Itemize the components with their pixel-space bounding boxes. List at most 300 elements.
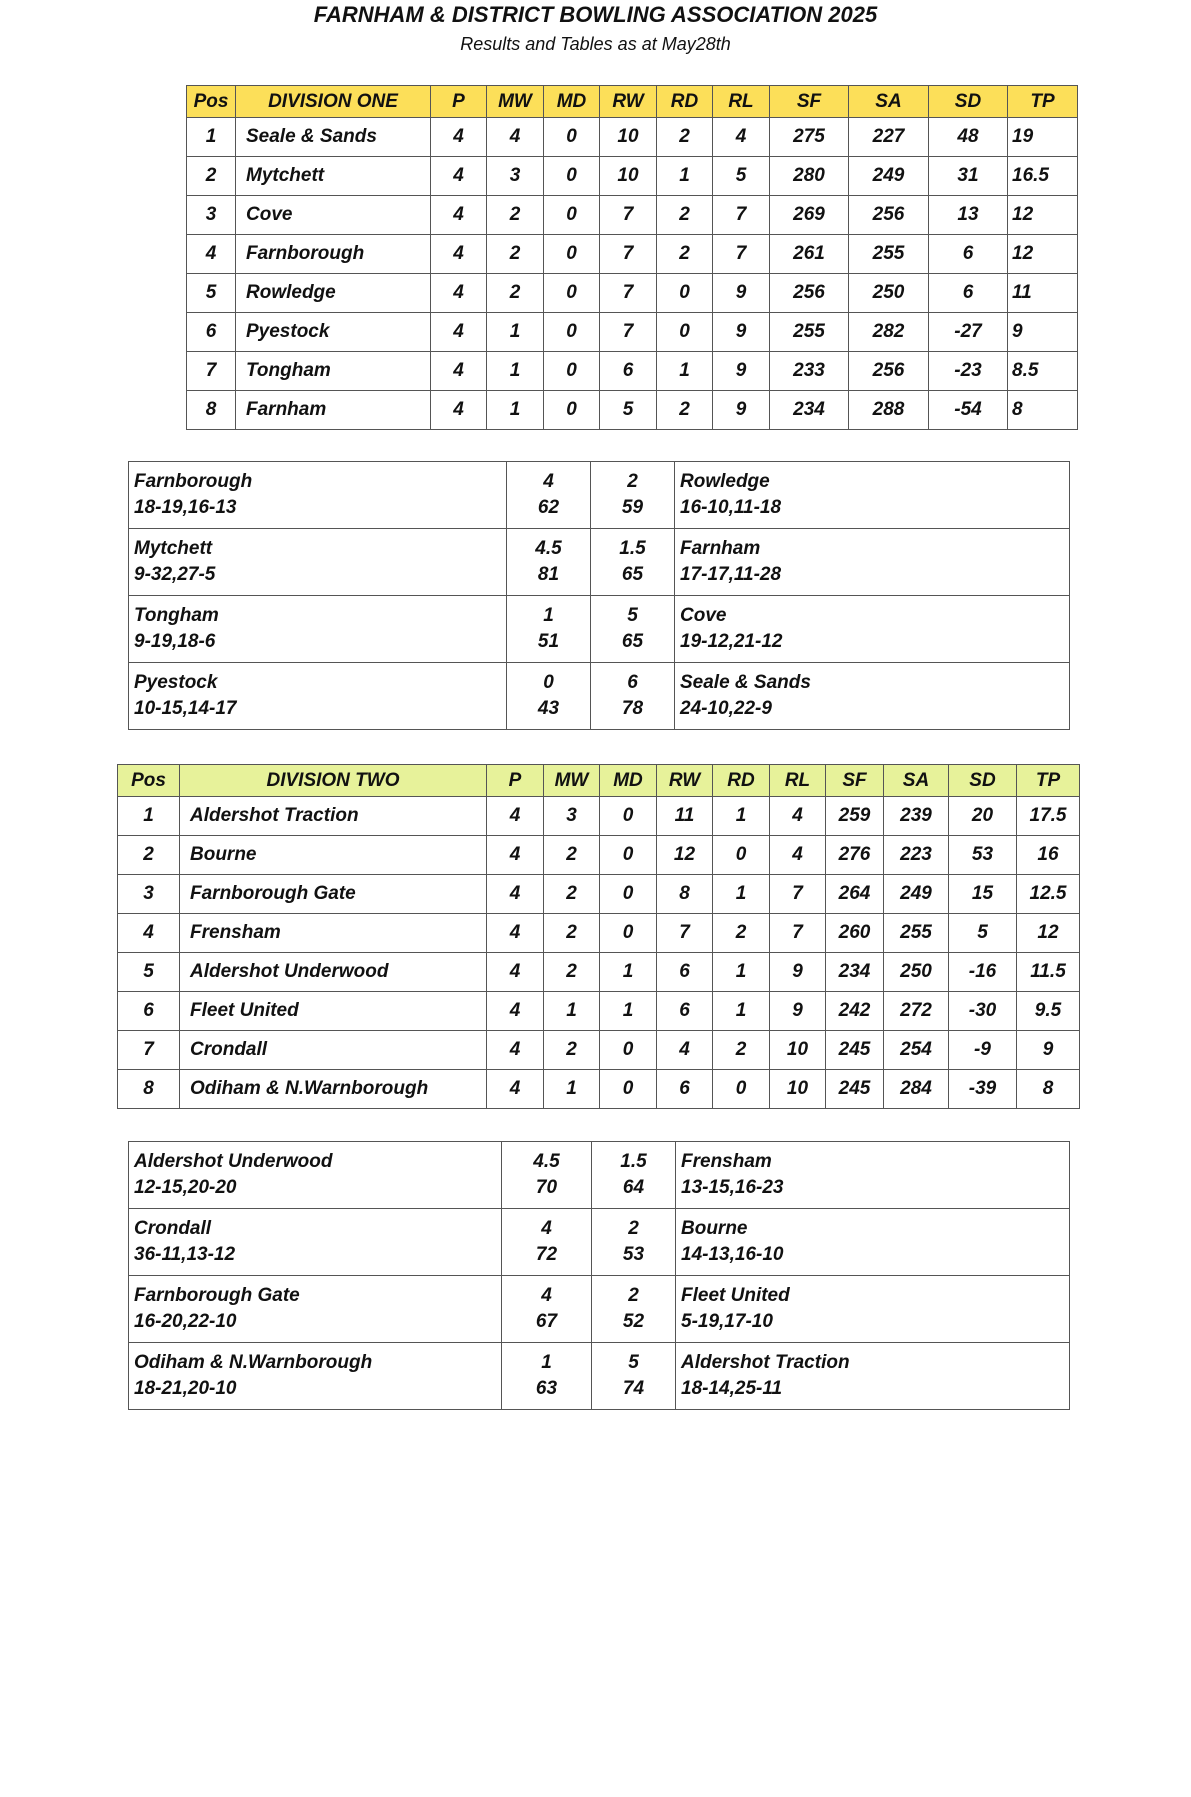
table-cell: 227: [849, 118, 929, 157]
table-cell: 255: [884, 914, 949, 953]
table-cell: 1: [600, 992, 657, 1031]
table-cell: 0: [600, 797, 657, 836]
result-row: [129, 663, 1070, 730]
table-cell: 53: [949, 836, 1017, 875]
away-score-cell: [591, 462, 675, 529]
table-cell: 4: [487, 118, 544, 157]
result-line: Aldershot Underwood: [134, 1151, 333, 1172]
result-row: [129, 1209, 1070, 1276]
result-line: Cove: [680, 605, 727, 626]
table-row: [187, 313, 1078, 352]
table-cell: 4: [487, 797, 544, 836]
table-cell: 0: [544, 196, 600, 235]
table-cell: 249: [849, 157, 929, 196]
table-cell: 2: [657, 235, 713, 274]
column-header: Pos: [118, 765, 180, 797]
home-score-cell: [502, 1343, 592, 1410]
table-cell: 7: [600, 235, 657, 274]
team-name-cell: Farnborough: [236, 235, 431, 274]
table-cell: 11: [657, 797, 713, 836]
result-line: 6: [627, 672, 638, 693]
result-row: [129, 1276, 1070, 1343]
table-cell: 12: [657, 836, 713, 875]
result-line: 63: [535, 1378, 558, 1399]
table-cell: 6: [187, 313, 236, 352]
table-row: [187, 274, 1078, 313]
home-score-cell: [502, 1209, 592, 1276]
away-score-cell: [591, 663, 675, 730]
table-cell: 255: [770, 313, 849, 352]
table-cell: 2: [544, 875, 600, 914]
team-name-cell: Seale & Sands: [236, 118, 431, 157]
table-cell: 4: [431, 313, 487, 352]
table-cell: 254: [884, 1031, 949, 1070]
table-cell: 234: [826, 953, 884, 992]
page-title: FARNHAM & DISTRICT BOWLING ASSOCIATION 2025: [313, 2, 878, 27]
column-header: P: [431, 86, 487, 118]
table-cell: 5: [187, 274, 236, 313]
result-line: 4: [541, 1285, 552, 1306]
table-cell: 1: [657, 157, 713, 196]
table-cell: 284: [884, 1070, 949, 1109]
page-subtitle: Results and Tables as at May28th: [460, 34, 731, 54]
result-line: 64: [622, 1177, 645, 1198]
table-cell: 282: [849, 313, 929, 352]
table-cell: 264: [826, 875, 884, 914]
table-cell: 31: [929, 157, 1008, 196]
column-header: DIVISION TWO: [180, 765, 487, 797]
result-line: 18-19,16-13: [134, 497, 237, 518]
team-name-cell: Aldershot Underwood: [180, 953, 487, 992]
table-cell: 3: [544, 797, 600, 836]
table-cell: 1: [487, 352, 544, 391]
result-line: 0: [543, 672, 554, 693]
table-cell: 9: [770, 992, 826, 1031]
result-line: Mytchett: [134, 538, 213, 559]
table-cell: 7: [657, 914, 713, 953]
division-two-table: [117, 764, 1080, 1109]
team-name-cell: Mytchett: [236, 157, 431, 196]
home-score-cell: [507, 462, 591, 529]
table-cell: 7: [770, 875, 826, 914]
team-name-cell: Bourne: [180, 836, 487, 875]
column-header: RL: [770, 765, 826, 797]
table-cell: 0: [544, 118, 600, 157]
table-cell: 256: [849, 352, 929, 391]
home-team-cell: [129, 663, 507, 730]
table-cell: 6: [118, 992, 180, 1031]
column-header: RD: [713, 765, 770, 797]
table-cell: 4: [487, 836, 544, 875]
table-cell: 280: [770, 157, 849, 196]
table-row: [118, 992, 1080, 1031]
table-cell: 8: [187, 391, 236, 430]
table-cell: 239: [884, 797, 949, 836]
home-score-cell: [507, 529, 591, 596]
table-cell: 4: [431, 235, 487, 274]
table-row: [118, 1070, 1080, 1109]
table-cell: 8: [118, 1070, 180, 1109]
table-cell: 3: [187, 196, 236, 235]
result-line: 4: [543, 471, 554, 492]
away-team-cell: [676, 1142, 1070, 1209]
table-cell: 250: [849, 274, 929, 313]
result-line: 24-10,22-9: [680, 698, 772, 719]
table-cell: 249: [884, 875, 949, 914]
table-cell: 3: [118, 875, 180, 914]
column-header: RD: [657, 86, 713, 118]
away-team-cell: [676, 1343, 1070, 1410]
team-name-cell: Rowledge: [236, 274, 431, 313]
result-line: 9-19,18-6: [134, 631, 216, 652]
column-header: SD: [949, 765, 1017, 797]
result-line: Farnborough: [134, 471, 253, 492]
table-cell: 4: [487, 914, 544, 953]
table-cell: 242: [826, 992, 884, 1031]
table-cell: 4: [431, 274, 487, 313]
column-header: SF: [826, 765, 884, 797]
table-cell: 16.5: [1008, 157, 1078, 196]
table-cell: 10: [600, 157, 657, 196]
away-score-cell: [592, 1276, 676, 1343]
table-row: [187, 157, 1078, 196]
division-one-table: [186, 85, 1078, 430]
table-cell: 2: [544, 836, 600, 875]
home-team-cell: [129, 462, 507, 529]
away-score-cell: [592, 1142, 676, 1209]
table-cell: 3: [487, 157, 544, 196]
team-name-cell: Farnborough Gate: [180, 875, 487, 914]
table-cell: 7: [770, 914, 826, 953]
result-line: 17-17,11-28: [680, 564, 782, 585]
table-cell: -39: [949, 1070, 1017, 1109]
table-cell: 4: [431, 118, 487, 157]
table-cell: 4: [431, 352, 487, 391]
away-score-cell: [592, 1209, 676, 1276]
table-cell: 4: [713, 118, 770, 157]
table-cell: 2: [544, 914, 600, 953]
table-cell: 0: [544, 274, 600, 313]
column-header: SD: [929, 86, 1008, 118]
result-line: 1: [543, 605, 554, 626]
table-cell: 2: [187, 157, 236, 196]
table-cell: 2: [657, 118, 713, 157]
result-line: 5: [628, 1352, 639, 1373]
result-line: 72: [535, 1244, 558, 1265]
table-cell: 12: [1008, 235, 1078, 274]
table-cell: 0: [544, 391, 600, 430]
result-line: 18-14,25-11: [681, 1378, 783, 1399]
table-cell: 0: [544, 235, 600, 274]
table-cell: 269: [770, 196, 849, 235]
table-cell: 0: [600, 914, 657, 953]
result-line: 53: [622, 1244, 645, 1265]
column-header: MD: [600, 765, 657, 797]
result-line: 13-15,16-23: [681, 1177, 784, 1198]
table-cell: 10: [600, 118, 657, 157]
table-cell: 4: [431, 391, 487, 430]
table-cell: 8: [1017, 1070, 1080, 1109]
table-cell: 0: [600, 836, 657, 875]
division-one-header-row: [187, 86, 1078, 118]
table-cell: 9: [713, 313, 770, 352]
away-score-cell: [592, 1343, 676, 1410]
table-cell: 2: [487, 235, 544, 274]
table-cell: 245: [826, 1070, 884, 1109]
table-cell: 8.5: [1008, 352, 1078, 391]
result-line: Pyestock: [134, 672, 218, 693]
table-cell: 233: [770, 352, 849, 391]
table-cell: 1: [487, 313, 544, 352]
table-cell: 5: [600, 391, 657, 430]
result-line: 65: [621, 631, 644, 652]
table-cell: 1: [187, 118, 236, 157]
table-cell: 5: [713, 157, 770, 196]
table-cell: 7: [713, 196, 770, 235]
table-cell: 4: [118, 914, 180, 953]
table-cell: 1: [600, 953, 657, 992]
result-line: 16-10,11-18: [680, 497, 782, 518]
table-cell: 2: [487, 274, 544, 313]
home-team-cell: [129, 596, 507, 663]
result-line: 51: [537, 631, 560, 652]
table-cell: 12.5: [1017, 875, 1080, 914]
result-line: Frensham: [681, 1151, 772, 1172]
table-cell: 2: [713, 1031, 770, 1070]
away-team-cell: [675, 529, 1070, 596]
column-header: MW: [544, 765, 600, 797]
result-line: 5-19,17-10: [681, 1311, 773, 1332]
result-row: [129, 1142, 1070, 1209]
table-cell: 6: [657, 953, 713, 992]
result-line: 10-15,14-17: [134, 698, 237, 719]
table-cell: -9: [949, 1031, 1017, 1070]
table-cell: 9: [713, 274, 770, 313]
table-cell: 2: [544, 953, 600, 992]
result-line: 2: [627, 471, 638, 492]
table-cell: 234: [770, 391, 849, 430]
table-cell: 1: [713, 875, 770, 914]
table-cell: 6: [929, 274, 1008, 313]
table-cell: 9: [1008, 313, 1078, 352]
table-cell: 4: [487, 1031, 544, 1070]
result-line: 65: [621, 564, 644, 585]
result-row: [129, 529, 1070, 596]
table-cell: 261: [770, 235, 849, 274]
column-header: Pos: [187, 86, 236, 118]
table-cell: 245: [826, 1031, 884, 1070]
column-header: RW: [657, 765, 713, 797]
table-row: [187, 196, 1078, 235]
table-cell: 16: [1017, 836, 1080, 875]
table-cell: 2: [118, 836, 180, 875]
table-cell: 6: [600, 352, 657, 391]
home-team-cell: [129, 1142, 502, 1209]
division-two-results: [128, 1141, 1070, 1410]
result-line: Tongham: [134, 605, 219, 626]
table-row: [118, 953, 1080, 992]
column-header: SA: [849, 86, 929, 118]
result-line: 4.5: [535, 538, 562, 559]
away-team-cell: [675, 596, 1070, 663]
table-cell: -23: [929, 352, 1008, 391]
result-line: 67: [535, 1311, 558, 1332]
table-cell: 4: [770, 797, 826, 836]
table-cell: -27: [929, 313, 1008, 352]
table-cell: 1: [713, 992, 770, 1031]
table-cell: 9: [770, 953, 826, 992]
away-score-cell: [591, 596, 675, 663]
result-line: 16-20,22-10: [134, 1311, 237, 1332]
home-score-cell: [507, 663, 591, 730]
result-line: 1.5: [620, 1151, 647, 1172]
table-row: [118, 875, 1080, 914]
result-line: 52: [622, 1311, 645, 1332]
table-cell: 0: [600, 1070, 657, 1109]
table-cell: 4: [657, 1031, 713, 1070]
table-cell: 256: [849, 196, 929, 235]
result-line: 14-13,16-10: [681, 1244, 784, 1265]
table-cell: 272: [884, 992, 949, 1031]
table-cell: 6: [657, 992, 713, 1031]
result-line: 9-32,27-5: [134, 564, 216, 585]
home-score-cell: [502, 1276, 592, 1343]
result-line: 62: [537, 497, 560, 518]
table-cell: 10: [770, 1031, 826, 1070]
result-line: Farnborough Gate: [134, 1285, 300, 1306]
table-cell: 13: [929, 196, 1008, 235]
table-cell: 7: [118, 1031, 180, 1070]
result-line: 1: [541, 1352, 552, 1373]
table-cell: 250: [884, 953, 949, 992]
table-row: [187, 352, 1078, 391]
table-cell: 259: [826, 797, 884, 836]
home-team-cell: [129, 1276, 502, 1343]
column-header: TP: [1008, 86, 1078, 118]
table-cell: 0: [713, 836, 770, 875]
team-name-cell: Frensham: [180, 914, 487, 953]
table-cell: 15: [949, 875, 1017, 914]
table-row: [187, 118, 1078, 157]
team-name-cell: Fleet United: [180, 992, 487, 1031]
away-team-cell: [676, 1276, 1070, 1343]
table-cell: 12: [1017, 914, 1080, 953]
table-cell: 12: [1008, 196, 1078, 235]
table-cell: 2: [544, 1031, 600, 1070]
table-row: [187, 391, 1078, 430]
table-cell: 2: [657, 196, 713, 235]
team-name-cell: Tongham: [236, 352, 431, 391]
table-cell: 19: [1008, 118, 1078, 157]
result-line: 74: [622, 1378, 645, 1399]
team-name-cell: Cove: [236, 196, 431, 235]
table-cell: 7: [600, 313, 657, 352]
result-line: 4.5: [533, 1151, 560, 1172]
team-name-cell: Crondall: [180, 1031, 487, 1070]
team-name-cell: Odiham & N.Warnborough: [180, 1070, 487, 1109]
table-cell: 223: [884, 836, 949, 875]
table-cell: 17.5: [1017, 797, 1080, 836]
table-cell: 10: [770, 1070, 826, 1109]
away-team-cell: [675, 663, 1070, 730]
table-cell: 2: [487, 196, 544, 235]
table-cell: 7: [600, 196, 657, 235]
table-cell: 11: [1008, 274, 1078, 313]
result-line: 81: [537, 564, 560, 585]
table-cell: 9: [713, 352, 770, 391]
table-cell: 9: [713, 391, 770, 430]
table-cell: -54: [929, 391, 1008, 430]
table-cell: 4: [770, 836, 826, 875]
table-cell: 4: [487, 1070, 544, 1109]
home-team-cell: [129, 1343, 502, 1410]
result-line: Seale & Sands: [680, 672, 811, 693]
table-cell: 1: [713, 797, 770, 836]
column-header: MD: [544, 86, 600, 118]
column-header: MW: [487, 86, 544, 118]
result-line: 18-21,20-10: [134, 1378, 237, 1399]
table-cell: 4: [187, 235, 236, 274]
table-cell: 9.5: [1017, 992, 1080, 1031]
result-line: Fleet United: [681, 1285, 790, 1306]
home-team-cell: [129, 529, 507, 596]
table-cell: 0: [600, 875, 657, 914]
table-cell: 4: [487, 992, 544, 1031]
team-name-cell: Pyestock: [236, 313, 431, 352]
table-cell: 1: [487, 391, 544, 430]
table-cell: 4: [487, 953, 544, 992]
result-line: 5: [627, 605, 638, 626]
result-line: Bourne: [681, 1218, 748, 1239]
table-cell: 48: [929, 118, 1008, 157]
table-cell: 256: [770, 274, 849, 313]
result-line: 59: [621, 497, 644, 518]
table-cell: 276: [826, 836, 884, 875]
division-one-results: [128, 461, 1070, 730]
table-cell: 1: [544, 1070, 600, 1109]
table-cell: 1: [657, 352, 713, 391]
column-header: DIVISION ONE: [236, 86, 431, 118]
result-line: 78: [621, 698, 644, 719]
column-header: RL: [713, 86, 770, 118]
table-cell: 5: [949, 914, 1017, 953]
table-cell: 9: [1017, 1031, 1080, 1070]
home-team-cell: [129, 1209, 502, 1276]
table-row: [118, 914, 1080, 953]
result-line: 43: [537, 698, 560, 719]
result-line: Odiham & N.Warnborough: [134, 1352, 373, 1373]
result-line: 70: [535, 1177, 558, 1198]
table-cell: 7: [600, 274, 657, 313]
table-cell: 7: [713, 235, 770, 274]
column-header: SA: [884, 765, 949, 797]
result-line: 2: [628, 1218, 639, 1239]
table-cell: 8: [657, 875, 713, 914]
result-line: 1.5: [619, 538, 646, 559]
table-cell: 4: [431, 157, 487, 196]
away-team-cell: [675, 462, 1070, 529]
table-cell: 275: [770, 118, 849, 157]
team-name-cell: Farnham: [236, 391, 431, 430]
away-team-cell: [676, 1209, 1070, 1276]
home-score-cell: [507, 596, 591, 663]
away-score-cell: [591, 529, 675, 596]
result-line: Aldershot Traction: [681, 1352, 850, 1373]
table-cell: 255: [849, 235, 929, 274]
result-row: [129, 462, 1070, 529]
result-line: Rowledge: [680, 471, 770, 492]
table-cell: 6: [929, 235, 1008, 274]
